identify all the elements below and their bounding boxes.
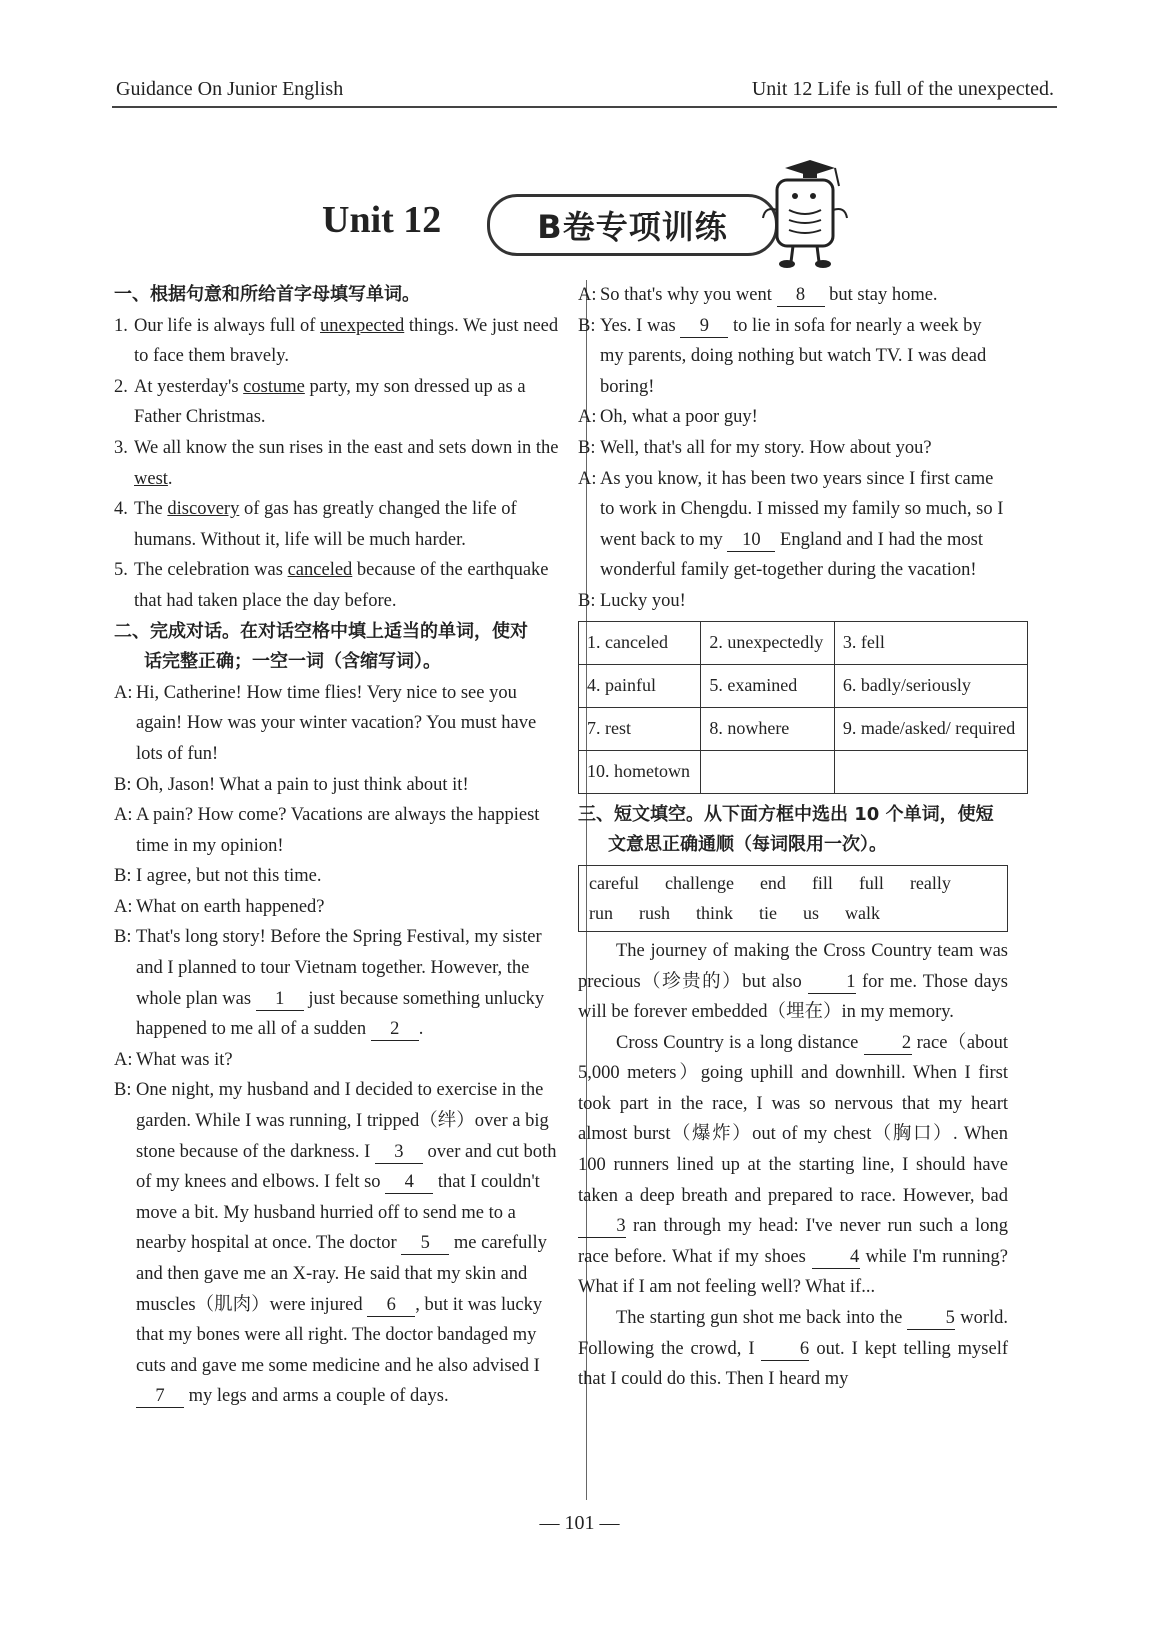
word-option: run (589, 903, 613, 924)
table-cell: 9. made/asked/ required (834, 707, 1027, 750)
passage-blank-5[interactable]: 5 (907, 1307, 955, 1330)
table-cell: 2. unexpectedly (701, 621, 835, 664)
dialog-line: A: As you know, it has been two years since I first came to work in Chengdu. I missed my family so much, so I went back to my 10 England and I had the most wonderful family get-together during the vacation! (578, 468, 1004, 581)
table-row (579, 707, 1028, 750)
table-cell (701, 750, 835, 793)
word-option: fill (811, 872, 833, 893)
word-option: really (909, 872, 951, 893)
dialog-line: B: Lucky you! (578, 590, 686, 611)
answer-word: unexpected (320, 315, 405, 336)
word-bank (578, 865, 1008, 932)
blank-3[interactable]: 3 (375, 1141, 423, 1164)
blank-5[interactable]: 5 (401, 1232, 449, 1255)
dialog-line: A: So that's why you went 8 but stay home. (578, 285, 938, 305)
dialog-line: A: A pain? How come? Vacations are always the happiest time in my opinion! (114, 805, 540, 856)
word-option: careful (589, 872, 639, 893)
blank-1[interactable]: 1 (256, 988, 304, 1011)
passage-paragraph-1: The journey of making the Cross Country team was precious（珍贵的）but also 1 for me. Those days will be forever embedded（埋在）in my memory. (578, 940, 1008, 1023)
blank-9[interactable]: 9 (680, 315, 728, 338)
blank-7[interactable]: 7 (136, 1385, 184, 1408)
dialog-line: B: One night, my husband and I decided to exercise in the garden. While I was running, I tripped（绊）over a big stone because of the darkness. I 3 over and cut both of my knees and elbows. I felt so 4 that I couldn't move a bit. My husband hurried off to send me to a nearby hospital at once. The doctor 5 me carefully and then gave me an X-ray. He said that my skin and muscles（肌肉）were injured 6 , but it was lucky that my bones were all right. The doctor bandaged my cuts and gave me some medicine and he also advised I 7 my legs and arms a couple of days. (114, 1080, 557, 1407)
dialog-line: B: That's long story! Before the Spring Festival, my sister and I planned to tour Vietnam together. However, the whole plan was 1 just because something unlucky happened to me all of a sudden 2 . (114, 927, 545, 1040)
passage-paragraph-3: The starting gun shot me back into the 5 world. Following the crowd, I 6 out. I kept telling myself that I could do this. Then I heard my (578, 1308, 1009, 1390)
word-option: full (858, 872, 884, 893)
word-option: end (759, 872, 786, 893)
header-rule (112, 106, 1057, 108)
scroll-mascot-icon (755, 160, 855, 270)
item-text: The celebration was canceled because of the earthquake that had taken place the day before. (134, 560, 549, 611)
item-number: 1. (114, 315, 128, 336)
word-option: think (696, 903, 734, 924)
word-option: walk (845, 903, 881, 924)
blank-10[interactable]: 10 (727, 529, 775, 552)
passage-blank-3[interactable]: 3 (578, 1215, 626, 1238)
answer-table (578, 621, 1028, 794)
table-cell (834, 750, 1027, 793)
passage-blank-2[interactable]: 2 (864, 1032, 912, 1055)
dialog-line: B: I agree, but not this time. (114, 866, 322, 887)
answer-word: discovery (167, 499, 240, 520)
table-cell: 10. hometown (579, 750, 701, 793)
item-text: Our life is always full of unexpected things. We just need to face them bravely. (134, 315, 559, 367)
section-banner: B卷专项训练 (487, 194, 778, 256)
word-option: us (803, 903, 820, 924)
s1-item-1 (114, 311, 564, 372)
item-number: 2. (114, 376, 128, 397)
unit-title: Unit 12 (322, 199, 442, 241)
blank-2[interactable]: 2 (371, 1018, 419, 1041)
section2-heading: 二、完成对话。在对话空格中填上适当的单词，使对 话完整正确；一空一词（含缩写词）。 (114, 620, 528, 673)
word-option: tie (759, 903, 778, 924)
table-row (579, 750, 1028, 793)
right-column (578, 280, 1016, 1395)
table-cell: 1. canceled (579, 621, 701, 664)
left-column (114, 280, 564, 1412)
dialog-line: B: Yes. I was 9 to lie in sofa for nearly a week by my parents, doing nothing but watch TV. I was dead boring! (578, 315, 987, 397)
s1-item-5 (114, 555, 564, 616)
dialog-line: A: What on earth happened? (114, 896, 325, 917)
page-number: — 101 — (539, 1512, 620, 1534)
passage-blank-4[interactable]: 4 (812, 1246, 860, 1269)
dialog-line: A: What was it? (114, 1049, 233, 1070)
table-row (579, 621, 1028, 664)
item-number: 3. (114, 437, 128, 458)
item-text: We all know the sun rises in the east and sets down in the west. (134, 437, 559, 489)
item-number: 4. (114, 499, 128, 520)
s1-item-2 (114, 372, 564, 433)
passage-blank-6[interactable]: 6 (761, 1338, 809, 1361)
section3-heading: 三、短文填空。从下面方框中选出 10 个单词，使短 文意思正确通顺（每词限用一次）。 (578, 803, 994, 856)
passage-paragraph-2: Cross Country is a long distance 2 race（about 5,000 meters）going uphill and downhill. When I first took part in the race, I was so nervous that my heart almost burst（爆炸）out of my chest（胸口）. When 100 runners lined up at the starting line, I should have taken a deep breath and prepared to race. However, bad 3 ran through my head: I've never run such a long race before. What if my shoes 4 while I'm running? What if I am not feeling well? What if... (578, 1032, 1008, 1298)
s1-item-4 (114, 494, 564, 555)
dialog-line: B: Well, that's all for my story. How about you? (578, 437, 932, 458)
dialog-line: B: Oh, Jason! What a pain to just think about it! (114, 774, 469, 795)
section1-heading: 一、根据句意和所给首字母填写单词。 (114, 284, 420, 305)
passage-blank-1[interactable]: 1 (808, 971, 856, 994)
answer-word: costume (243, 376, 305, 397)
table-cell: 4. painful (579, 664, 701, 707)
item-text: The discovery of gas has greatly changed the life of humans. Without it, life will be much harder. (134, 499, 517, 550)
header-unit-title: Unit 12 Life is full of the unexpected. (751, 78, 1054, 100)
blank-6[interactable]: 6 (367, 1294, 415, 1317)
word-option: challenge (664, 872, 734, 893)
s1-item-3 (114, 433, 564, 494)
item-number: 5. (114, 560, 128, 581)
item-text: At yesterday's costume party, my son dressed up as a Father Christmas. (134, 376, 526, 428)
answer-word: west (134, 468, 168, 489)
table-cell: 5. examined (701, 664, 835, 707)
word-option: rush (639, 903, 670, 924)
blank-4[interactable]: 4 (385, 1171, 433, 1194)
table-cell: 8. nowhere (701, 707, 835, 750)
answer-word: canceled (287, 560, 353, 581)
header-book-title: Guidance On Junior English (116, 78, 344, 100)
blank-8[interactable]: 8 (777, 284, 825, 307)
table-row (579, 664, 1028, 707)
dialog-line: A: Hi, Catherine! How time flies! Very nice to see you again! How was your winter vacation? You must have lots of fun! (114, 682, 537, 764)
dialog-line: A: Oh, what a poor guy! (578, 407, 758, 428)
table-cell: 7. rest (579, 707, 701, 750)
table-cell: 3. fell (834, 621, 1027, 664)
table-cell: 6. badly/seriously (834, 664, 1027, 707)
